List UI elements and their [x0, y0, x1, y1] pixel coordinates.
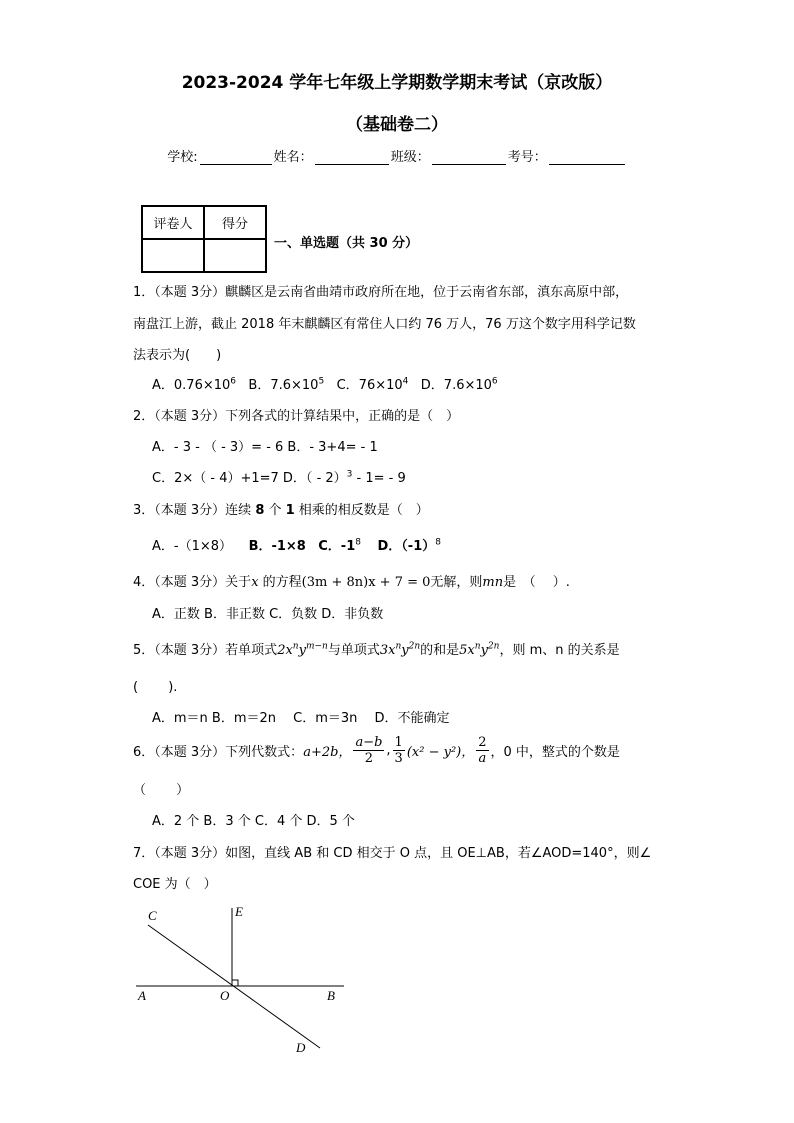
- grader-cell[interactable]: [142, 239, 204, 272]
- q6-line2: （ ）: [133, 783, 190, 798]
- label-e: E: [235, 904, 243, 919]
- q5-stem: 5．（本题 3分）若单项式$2x^ny^{m-n}$与单项式$3x^ny^{2n}$的和是$5x^ny^{2n}$，则 m、n 的关系是: [133, 641, 620, 658]
- q4-options[interactable]: A．正数 B．非正数 C．负数 D．非负数: [152, 607, 384, 622]
- q1-option-d[interactable]: D．$7.6\times 10^6$: [420, 376, 498, 393]
- score-cell[interactable]: [204, 239, 266, 272]
- label-o: O: [220, 988, 230, 1003]
- q1-option-c[interactable]: C．$76\times 10^4$: [336, 376, 409, 393]
- q3-option-c[interactable]: C．$-1^8$: [318, 537, 361, 554]
- q1-option-b[interactable]: B．$7.6\times 10^5$: [248, 376, 325, 393]
- page-subtitle: （基础卷二）: [346, 115, 448, 135]
- q5-options[interactable]: A．m＝n B．m＝2n C．m＝3n D．不能确定: [152, 711, 450, 726]
- student-info-line: [0, 146, 794, 165]
- q6-stem: 6．（本题 3分）下列代数式： a+2b， $\frac{a-b}{2}$ , $\frac{1}{3}$ (x² − y²)， $\frac{2}{a}$ ，0 中，整式的个数是: [133, 734, 620, 766]
- score-table: [141, 205, 267, 273]
- grader-header: 评卷人: [142, 206, 204, 239]
- label-a: A: [138, 988, 146, 1003]
- q7-line2: COE 为（ ）: [133, 877, 217, 892]
- q2-options-cd[interactable]: C．2×（ - 4）+1=7 D．（ - 2）$^3$ - 1= - 9: [152, 469, 406, 486]
- q1-line3: 法表示为( ): [133, 348, 222, 363]
- q2-stem: 2．（本题 3分）下列各式的计算结果中，正确的是（ ）: [133, 409, 460, 424]
- section-title: 一、单选题（共 30 分）: [274, 236, 419, 251]
- class-blank[interactable]: [432, 150, 506, 165]
- q6-fraction-3: $\frac{2}{a}$: [478, 734, 487, 766]
- exam-no-label: 考号：: [507, 150, 547, 165]
- q6-fraction-2: $\frac{1}{3}$: [394, 734, 403, 766]
- geometry-figure: [130, 900, 360, 1060]
- q5-line2: ( ).: [133, 680, 178, 695]
- q3-options: [152, 535, 441, 554]
- q3-option-a[interactable]: A．-（1×8）: [152, 539, 233, 554]
- label-d: D: [296, 1040, 306, 1055]
- score-header: 得分: [204, 206, 266, 239]
- q4-equation: (3m + 8n)x + 7 = 0: [301, 575, 431, 590]
- class-label: 班级：: [390, 150, 430, 165]
- name-label: 姓名：: [273, 150, 313, 165]
- q1-line1: 1．（本题 3分）麒麟区是云南省曲靖市政府所在地，位于云南省东部，滇东高原中部，: [133, 285, 629, 300]
- q2-options-ab[interactable]: A．- 3 - （ - 3）= - 6 B．- 3+4= - 1: [152, 440, 378, 455]
- school-blank[interactable]: [200, 150, 272, 165]
- q7-line1: 7．（本题 3分）如图，直线 AB 和 CD 相交于 O 点，且 OE⊥AB，若∠AOD=140°，则∠: [133, 846, 652, 861]
- label-c: C: [148, 908, 157, 923]
- q3-stem: 3．（本题 3分）连续 8 个 1 相乘的相反数是（ ）: [133, 503, 429, 518]
- label-b: B: [327, 988, 335, 1003]
- q1-line2: 南盘江上游，截止 2018 年末麒麟区有常住人口约 76 万人，76 万这个数字用科学记数: [133, 317, 636, 332]
- exam-no-blank[interactable]: [549, 150, 625, 165]
- name-blank[interactable]: [315, 150, 389, 165]
- school-label: 学校:: [167, 150, 198, 165]
- q3-option-d[interactable]: D．$(-1)^8$: [377, 537, 441, 554]
- q3-option-b[interactable]: B．-1×8: [248, 539, 306, 554]
- q4-stem: 4．（本题 3分）关于x 的方程(3m + 8n)x + 7 = 0无解，则mn是 （ ）.: [133, 575, 570, 590]
- page-title: 2023-2024 学年七年级上学期数学期末考试（京改版）: [181, 73, 613, 93]
- q6-options[interactable]: A．2 个 B．3 个 C．4 个 D．5 个: [152, 814, 355, 829]
- q6-fraction-1: $\frac{a-b}{2}$: [355, 734, 383, 766]
- q1-option-a[interactable]: A．$0.76\times 10^6$: [152, 376, 237, 393]
- q1-options: [152, 374, 498, 393]
